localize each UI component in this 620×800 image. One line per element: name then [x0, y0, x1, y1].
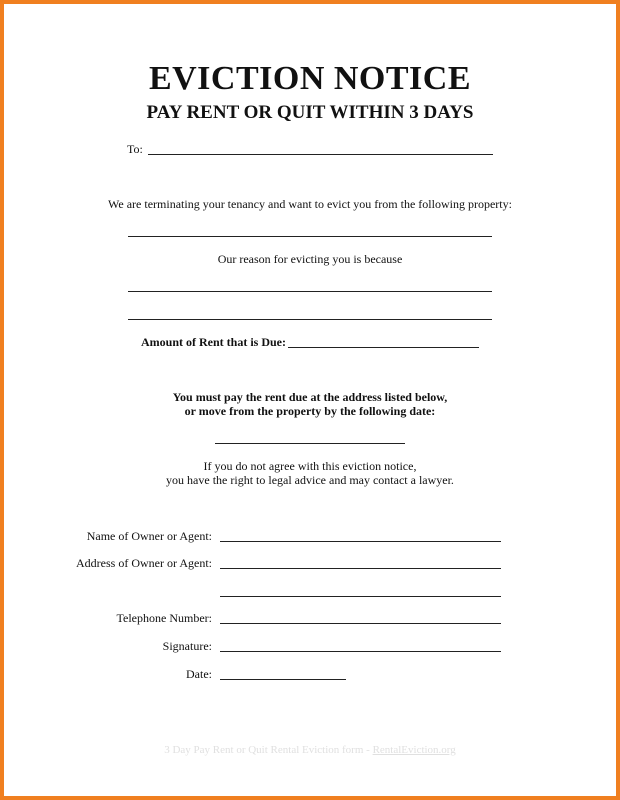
- move-date-field-line[interactable]: [215, 443, 405, 444]
- owner-name-label: Name of Owner or Agent:: [86, 529, 212, 543]
- date-field-line[interactable]: [220, 679, 346, 680]
- signature-label: Signature:: [162, 639, 212, 653]
- owner-address-field-line-1[interactable]: [220, 568, 501, 569]
- signature-field-line[interactable]: [220, 651, 501, 652]
- reason-field-line-2[interactable]: [128, 319, 492, 320]
- owner-address-field-line-2[interactable]: [220, 596, 501, 597]
- owner-name-field-line[interactable]: [220, 541, 501, 542]
- footer-link[interactable]: RentalEviction.org: [372, 744, 456, 756]
- to-field-line[interactable]: [148, 154, 493, 155]
- rent-due-field-line[interactable]: [288, 347, 479, 348]
- property-field-line[interactable]: [128, 236, 492, 237]
- page-subtitle: PAY RENT OR QUIT WITHIN 3 DAYS: [146, 102, 474, 123]
- disagree-line-2: you have the right to legal advice and may contact a lawyer.: [166, 473, 454, 487]
- footer: [0, 744, 620, 756]
- disagree-line-1: If you do not agree with this eviction notice,: [203, 459, 417, 473]
- footer-text: 3 Day Pay Rent or Quit Rental Eviction form -: [164, 744, 373, 756]
- pay-instruction-line-2: or move from the property by the following date:: [184, 404, 436, 418]
- page-title: EVICTION NOTICE: [148, 60, 472, 97]
- to-label: To:: [127, 142, 143, 156]
- date-label: Date:: [186, 667, 212, 681]
- rent-due-label: Amount of Rent that is Due:: [141, 335, 286, 349]
- telephone-label: Telephone Number:: [116, 611, 212, 625]
- pay-instruction-line-1: You must pay the rent due at the address listed below,: [172, 390, 448, 404]
- reason-field-line-1[interactable]: [128, 291, 492, 292]
- terminating-text: We are terminating your tenancy and want to evict you from the following property:: [108, 197, 512, 211]
- reason-text: Our reason for evicting you is because: [217, 252, 403, 266]
- owner-address-label: Address of Owner or Agent:: [76, 556, 212, 570]
- telephone-field-line[interactable]: [220, 623, 501, 624]
